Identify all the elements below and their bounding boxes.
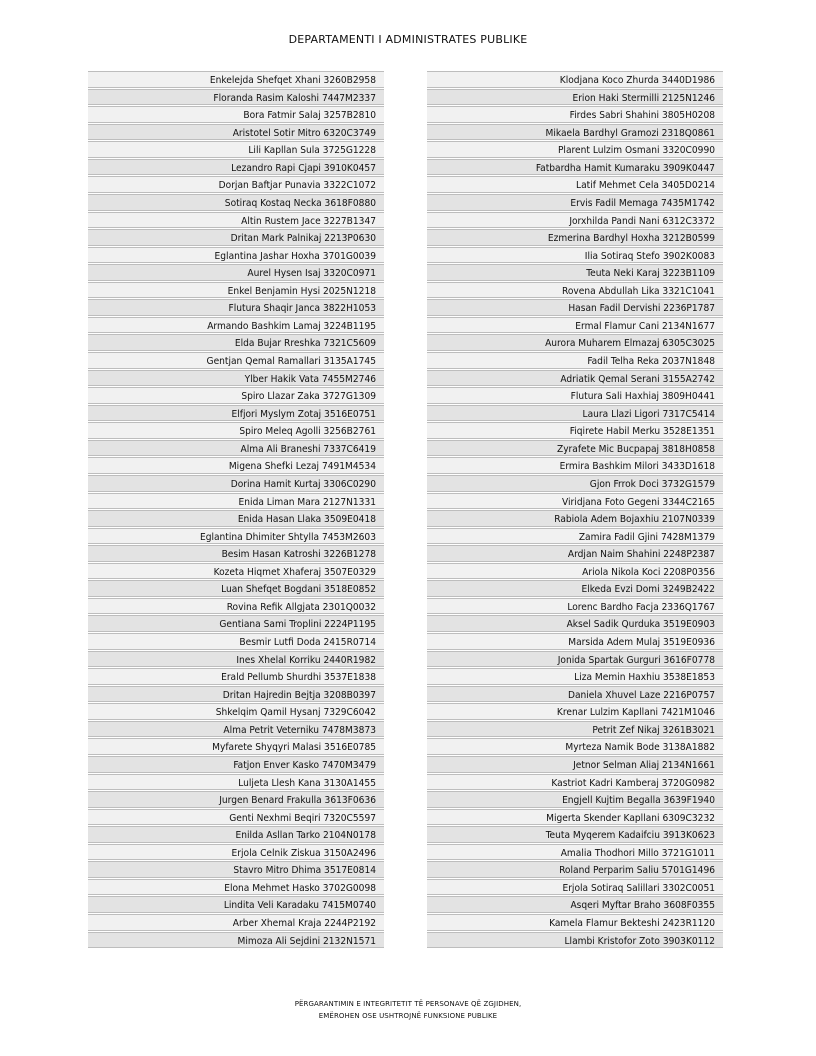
list-item: Armando Bashkim Lamaj 3224B1195 <box>88 317 384 334</box>
list-item: Amalia Thodhori Millo 3721G1011 <box>427 844 723 861</box>
list-item: Besmir Lutfi Doda 2415R0714 <box>88 633 384 650</box>
list-item: Kozeta Hiqmet Xhaferaj 3507E0329 <box>88 563 384 580</box>
list-item: Plarent Lulzim Osmani 3320C0990 <box>427 141 723 158</box>
list-item: Lindita Veli Karadaku 7415M0740 <box>88 896 384 913</box>
list-item: Firdes Sabri Shahini 3805H0208 <box>427 106 723 123</box>
list-item: Petrit Zef Nikaj 3261B3021 <box>427 721 723 738</box>
list-item: Ezmerina Bardhyl Hoxha 3212B0599 <box>427 229 723 246</box>
list-item: Fadil Telha Reka 2037N1848 <box>427 352 723 369</box>
list-item: Migerta Skender Kapllani 6309C3232 <box>427 809 723 826</box>
list-item: Aurel Hysen Isaj 3320C0971 <box>88 264 384 281</box>
list-item: Jetnor Selman Aliaj 2134N1661 <box>427 756 723 773</box>
list-item: Enkel Benjamin Hysi 2025N1218 <box>88 282 384 299</box>
list-item: Gentiana Sami Troplini 2224P1195 <box>88 615 384 632</box>
list-item: Engjell Kujtim Begalla 3639F1940 <box>427 791 723 808</box>
list-item: Elfjori Myslym Zotaj 3516E0751 <box>88 405 384 422</box>
list-item: Fiqirete Habil Merku 3528E1351 <box>427 422 723 439</box>
list-item: Teuta Myqerem Kadaifciu 3913K0623 <box>427 826 723 843</box>
list-item: Fatbardha Hamit Kumaraku 3909K0447 <box>427 159 723 176</box>
list-item: Jonida Spartak Gurguri 3616F0778 <box>427 651 723 668</box>
list-item: Arber Xhemal Kraja 2244P2192 <box>88 914 384 931</box>
page-title: DEPARTAMENTI I ADMINISTRATES PUBLIKE <box>288 33 528 46</box>
list-item: Flutura Shaqir Janca 3822H1053 <box>88 299 384 316</box>
list-item: Eglantina Dhimiter Shtylla 7453M2603 <box>88 528 384 545</box>
list-item: Shkelqim Qamil Hysanj 7329C6042 <box>88 703 384 720</box>
list-item: Aurora Muharem Elmazaj 6305C3025 <box>427 334 723 351</box>
list-item: Myrteza Namik Bode 3138A1882 <box>427 738 723 755</box>
list-item: Ariola Nikola Koci 2208P0356 <box>427 563 723 580</box>
list-item: Luljeta Llesh Kana 3130A1455 <box>88 774 384 791</box>
list-item: Ines Xhelal Korriku 2440R1982 <box>88 651 384 668</box>
list-item: Llambi Kristofor Zoto 3903K0112 <box>427 932 723 949</box>
list-item: Elona Mehmet Hasko 3702G0098 <box>88 879 384 896</box>
list-item: Altin Rustem Jace 3227B1347 <box>88 212 384 229</box>
list-item: Genti Nexhmi Beqiri 7320C5597 <box>88 809 384 826</box>
list-item: Alma Petrit Veterniku 7478M3873 <box>88 721 384 738</box>
list-item: Erjola Celnik Ziskua 3150A2496 <box>88 844 384 861</box>
list-item: Flutura Sali Haxhiaj 3809H0441 <box>427 387 723 404</box>
list-item: Spiro Llazar Zaka 3727G1309 <box>88 387 384 404</box>
list-item: Bora Fatmir Salaj 3257B2810 <box>88 106 384 123</box>
list-item: Kastriot Kadri Kamberaj 3720G0982 <box>427 774 723 791</box>
list-item: Krenar Lulzim Kapllani 7421M1046 <box>427 703 723 720</box>
list-item: Adriatik Qemal Serani 3155A2742 <box>427 370 723 387</box>
list-item: Eglantina Jashar Hoxha 3701G0039 <box>88 247 384 264</box>
right-name-column <box>427 71 723 949</box>
list-item: Ermal Flamur Cani 2134N1677 <box>427 317 723 334</box>
list-item: Elkeda Evzi Domi 3249B2422 <box>427 580 723 597</box>
list-item: Mimoza Ali Sejdini 2132N1571 <box>88 932 384 949</box>
list-item: Zyrafete Mic Bucpapaj 3818H0858 <box>427 440 723 457</box>
list-item: Fatjon Enver Kasko 7470M3479 <box>88 756 384 773</box>
list-item: Latif Mehmet Cela 3405D0214 <box>427 176 723 193</box>
list-item: Kamela Flamur Bekteshi 2423R1120 <box>427 914 723 931</box>
list-item: Roland Perparim Saliu 5701G1496 <box>427 861 723 878</box>
list-item: Zamira Fadil Gjini 7428M1379 <box>427 528 723 545</box>
list-item: Ylber Hakik Vata 7455M2746 <box>88 370 384 387</box>
list-item: Lili Kapllan Sula 3725G1228 <box>88 141 384 158</box>
list-item: Luan Shefqet Bogdani 3518E0852 <box>88 580 384 597</box>
list-item: Dritan Mark Palnikaj 2213P0630 <box>88 229 384 246</box>
list-item: Enida Hasan Llaka 3509E0418 <box>88 510 384 527</box>
list-item: Erion Haki Stermilli 2125N1246 <box>427 89 723 106</box>
list-item: Dorina Hamit Kurtaj 3306C0290 <box>88 475 384 492</box>
list-item: Besim Hasan Katroshi 3226B1278 <box>88 545 384 562</box>
list-item: Rabiola Adem Bojaxhiu 2107N0339 <box>427 510 723 527</box>
list-item: Elda Bujar Rreshka 7321C5609 <box>88 334 384 351</box>
list-item: Aristotel Sotir Mitro 6320C3749 <box>88 124 384 141</box>
footer-line-2: EMËROHEN OSE USHTROJNË FUNKSIONE PUBLIKE <box>318 1012 498 1020</box>
list-item: Erald Pellumb Shurdhi 3537E1838 <box>88 668 384 685</box>
list-item: Enkelejda Shefqet Xhani 3260B2958 <box>88 71 384 88</box>
list-item: Hasan Fadil Dervishi 2236P1787 <box>427 299 723 316</box>
list-item: Ervis Fadil Memaga 7435M1742 <box>427 194 723 211</box>
list-item: Laura Llazi Ligori 7317C5414 <box>427 405 723 422</box>
list-item: Marsida Adem Mulaj 3519E0936 <box>427 633 723 650</box>
list-item: Ilia Sotiraq Stefo 3902K0083 <box>427 247 723 264</box>
list-item: Asqeri Myftar Braho 3608F0355 <box>427 896 723 913</box>
list-item: Gjon Frrok Doci 3732G1579 <box>427 475 723 492</box>
list-item: Erjola Sotiraq Salillari 3302C0051 <box>427 879 723 896</box>
list-item: Teuta Neki Karaj 3223B1109 <box>427 264 723 281</box>
footer-line-1: PËRGARANTIMIN E INTEGRITETIT TË PERSONAVE QË ZGJIDHEN, <box>294 1000 522 1008</box>
list-item: Gentjan Qemal Ramallari 3135A1745 <box>88 352 384 369</box>
footer <box>0 998 816 1022</box>
list-item: Viridjana Foto Gegeni 3344C2165 <box>427 493 723 510</box>
list-item: Dritan Hajredin Bejtja 3208B0397 <box>88 686 384 703</box>
left-name-column <box>88 71 384 949</box>
list-item: Migena Shefki Lezaj 7491M4534 <box>88 457 384 474</box>
list-item: Floranda Rasim Kaloshi 7447M2337 <box>88 89 384 106</box>
list-item: Liza Memin Haxhiu 3538E1853 <box>427 668 723 685</box>
list-item: Lorenc Bardho Facja 2336Q1767 <box>427 598 723 615</box>
list-item: Aksel Sadik Qurduka 3519E0903 <box>427 615 723 632</box>
list-item: Daniela Xhuvel Laze 2216P0757 <box>427 686 723 703</box>
list-item: Stavro Mitro Dhima 3517E0814 <box>88 861 384 878</box>
list-item: Jorxhilda Pandi Nani 6312C3372 <box>427 212 723 229</box>
list-item: Enida Liman Mara 2127N1331 <box>88 493 384 510</box>
list-item: Spiro Meleq Agolli 3256B2761 <box>88 422 384 439</box>
list-item: Rovena Abdullah Lika 3321C1041 <box>427 282 723 299</box>
list-item: Dorjan Baftjar Punavia 3322C1072 <box>88 176 384 193</box>
list-item: Lezandro Rapi Cjapi 3910K0457 <box>88 159 384 176</box>
list-item: Mikaela Bardhyl Gramozi 2318Q0861 <box>427 124 723 141</box>
list-item: Ermira Bashkim Milori 3433D1618 <box>427 457 723 474</box>
list-item: Jurgen Benard Frakulla 3613F0636 <box>88 791 384 808</box>
list-item: Alma Ali Braneshi 7337C6419 <box>88 440 384 457</box>
list-item: Myfarete Shyqyri Malasi 3516E0785 <box>88 738 384 755</box>
list-item: Sotiraq Kostaq Necka 3618F0880 <box>88 194 384 211</box>
list-item: Rovina Refik Allgjata 2301Q0032 <box>88 598 384 615</box>
list-item: Ardjan Naim Shahini 2248P2387 <box>427 545 723 562</box>
list-item: Klodjana Koco Zhurda 3440D1986 <box>427 71 723 88</box>
list-item: Enilda Asllan Tarko 2104N0178 <box>88 826 384 843</box>
